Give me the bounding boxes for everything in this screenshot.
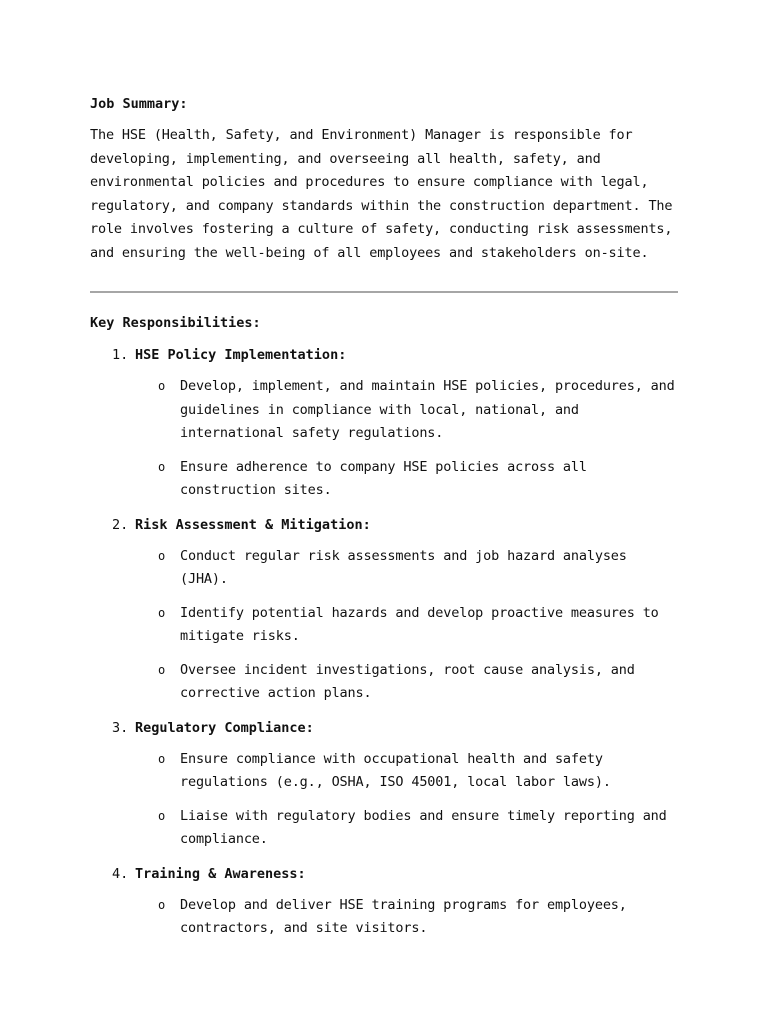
list-item-text: Ensure adherence to company HSE policies across all construction sites. <box>180 458 587 498</box>
list-item-text: Conduct regular risk assessments and job hazard analyses (JHA). <box>180 547 627 587</box>
list-item <box>90 805 680 852</box>
list-item-text: Develop and deliver HSE training programs for employees, contractors, and site visitors. <box>180 896 627 936</box>
list-item <box>90 894 680 941</box>
bullet-circle-icon: o <box>158 808 166 823</box>
section-title <box>90 718 680 738</box>
section-title-text: HSE Policy Implementation: <box>135 347 347 363</box>
section-risk-assessment <box>90 515 680 706</box>
section-title <box>90 864 680 884</box>
bullet-circle-icon: o <box>158 379 166 393</box>
bullet-circle-icon: o <box>158 897 166 912</box>
list-item-text: Ensure compliance with occupational health and safety regulations (e.g., OSHA, ISO 45001, local labor laws). <box>180 750 611 790</box>
list-item <box>90 748 680 795</box>
section-title <box>90 515 680 535</box>
section-number: 1. <box>112 347 129 363</box>
section-title-text: Risk Assessment & Mitigation: <box>135 516 371 533</box>
list-item-text: Oversee incident investigations, root cause analysis, and corrective action plans. <box>180 661 635 701</box>
section-policy-implementation <box>90 345 680 503</box>
section-title-text: Regulatory Compliance: <box>135 719 314 736</box>
bullet-circle-icon: o <box>158 751 166 766</box>
list-item <box>90 602 680 649</box>
bullet-list <box>90 894 680 941</box>
section-number: 3. <box>112 719 129 736</box>
list-item <box>90 456 680 503</box>
list-item <box>90 375 680 446</box>
bullet-list <box>90 748 680 852</box>
bullet-circle-icon: o <box>158 605 166 620</box>
bullet-circle-icon: o <box>158 548 166 563</box>
section-number: 2. <box>112 516 129 533</box>
list-item-text: Liaise with regulatory bodies and ensure timely reporting and compliance. <box>180 807 667 847</box>
horizontal-divider <box>90 291 678 293</box>
document-page <box>90 94 680 941</box>
section-number: 4. <box>112 865 129 882</box>
job-summary-text: The HSE (Health, Safety, and Environment) Manager is responsible for developing, implementing, and overseeing all health, safety, and environmental policies and procedures to ensure compliance with legal, regulatory, and company standards within the construction department. The role involves fostering a culture of safety, conducting risk assessments, and ensuring the well-being of all employees and stakeholders on-site. <box>90 127 673 261</box>
bullet-circle-icon: o <box>158 662 166 677</box>
bullet-circle-icon: o <box>158 459 166 474</box>
list-item <box>90 659 680 706</box>
bullet-list <box>90 375 680 503</box>
section-regulatory-compliance <box>90 718 680 852</box>
bullet-list <box>90 545 680 706</box>
responsibility-sections <box>90 345 680 941</box>
list-item-text: Identify potential hazards and develop proactive measures to mitigate risks. <box>180 604 659 644</box>
key-responsibilities-heading: Key Responsibilities: <box>90 315 261 331</box>
section-title <box>90 345 680 365</box>
job-summary-heading: Job Summary: <box>90 96 188 112</box>
list-item-text: Develop, implement, and maintain HSE policies, procedures, and guidelines in compliance with local, national, and international safety regulations. <box>180 378 675 441</box>
section-training-awareness <box>90 864 680 941</box>
section-title-text: Training & Awareness: <box>135 865 306 882</box>
list-item <box>90 545 680 592</box>
